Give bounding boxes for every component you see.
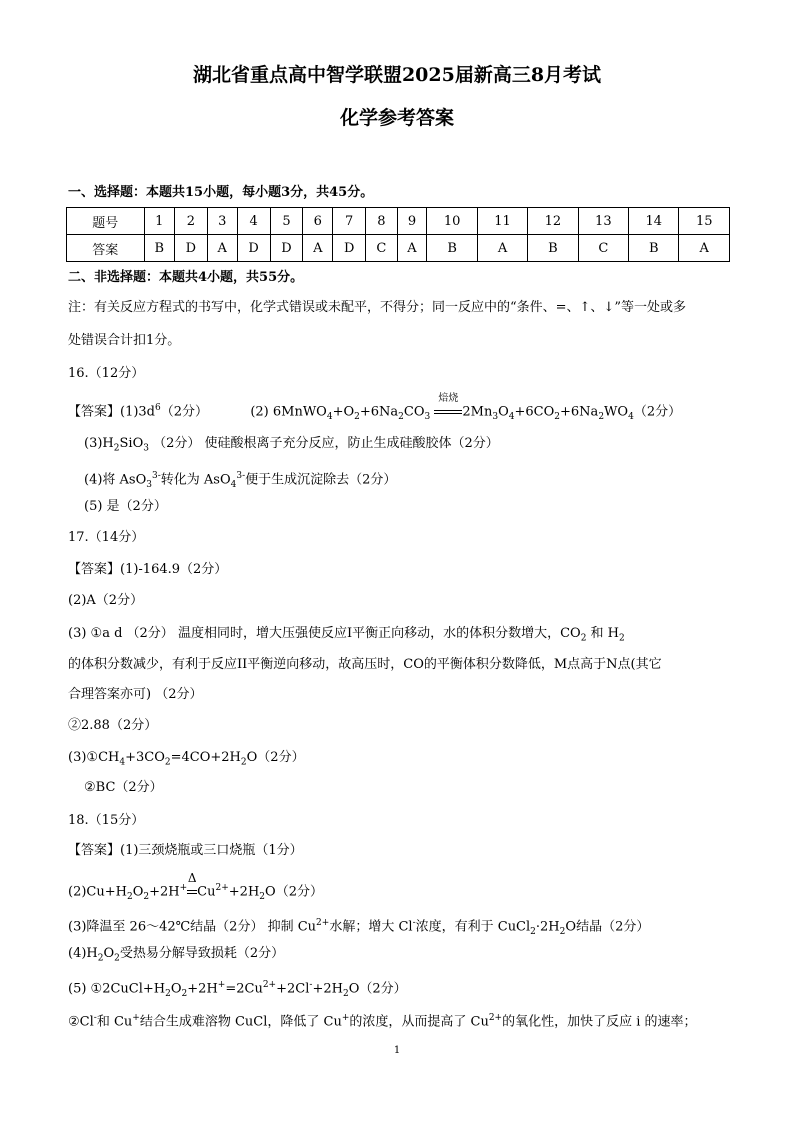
page-subtitle: 化学参考答案 xyxy=(339,107,454,129)
table-cell: 12 xyxy=(528,208,578,235)
table-cell: D xyxy=(174,235,207,262)
table-cell: B xyxy=(528,235,578,262)
table-cell: 9 xyxy=(397,208,427,235)
answer-line: (3) ①a d （2分） 温度相同时，增大压强使反应I平衡正向移动，水的体积分数增大，$CO_2$ 和 $H_2$ xyxy=(68,626,625,644)
page-title: 湖北省重点高中智学联盟2025届新高三8月考试 xyxy=(192,64,602,86)
table-cell: 13 xyxy=(578,208,628,235)
answer-table xyxy=(66,207,730,262)
row-label: 答案 xyxy=(67,235,145,262)
answer-line: ②BC（2分） xyxy=(84,780,163,795)
table-cell: A xyxy=(397,235,427,262)
question-header: 17.（14分） xyxy=(68,530,145,545)
table-cell: 2 xyxy=(174,208,207,235)
table-cell: A xyxy=(477,235,527,262)
table-row xyxy=(67,235,730,262)
question-header: 16.（12分） xyxy=(68,366,145,381)
table-cell: 14 xyxy=(629,208,679,235)
table-cell: A xyxy=(679,235,730,262)
section2-heading: 二、非选择题：本题共4小题，共55分。 xyxy=(68,270,304,285)
table-cell: 7 xyxy=(333,208,366,235)
answer-line: (2)A（2分） xyxy=(68,593,144,608)
table-cell: 11 xyxy=(477,208,527,235)
section1-heading: 一、选择题：本题共15小题，每小题3分，共45分。 xyxy=(68,185,374,200)
answer-line: $(3)H_2SiO_3$ （2分） 使硅酸根离子充分反应，防止生成硅酸胶体（2分） xyxy=(84,436,499,454)
table-cell: 3 xyxy=(207,208,237,235)
table-cell: 15 xyxy=(679,208,730,235)
answer-line: 【答案】(1)三颈烧瓶或三口烧瓶（1分） xyxy=(68,843,303,858)
table-cell: 4 xyxy=(237,208,270,235)
table-cell: 10 xyxy=(427,208,477,235)
reaction-condition: 焙烧 xyxy=(434,404,462,420)
table-cell: A xyxy=(207,235,237,262)
table-cell: 1 xyxy=(144,208,174,235)
answer-line: $(3)①CH_4+3CO_2=4CO+2H_2O(2$分） xyxy=(68,750,305,768)
table-row xyxy=(67,208,730,235)
answer-line: (5) 是（2分） xyxy=(84,499,167,514)
answer-line: ②2.88（2分） xyxy=(68,718,158,733)
table-cell: B xyxy=(629,235,679,262)
answer-line: $(4)H_2O_2$受热易分解导致损耗（2分） xyxy=(68,946,285,964)
answer-line: (3)降温至 26～42℃结晶（2分） 抑制 $Cu^{2+}$水解；增大 Cl-浓度，有利于 $CuCl_2\cdot 2H_2O$结晶（2分） xyxy=(68,918,650,937)
row-label: 题号 xyxy=(67,208,145,235)
table-cell: D xyxy=(270,235,303,262)
table-cell: 6 xyxy=(303,208,333,235)
note-line: 处错误合计扣1分。 xyxy=(68,333,181,348)
page-number: 1 xyxy=(393,1045,401,1056)
table-cell: D xyxy=(237,235,270,262)
table-cell: C xyxy=(578,235,628,262)
answer-line: $(2)Cu+H_2O_2+2H^+$ Δ $Cu^{2+}+2H_2O(2$分） xyxy=(68,871,323,902)
answer-line: 合理答案亦可) （2分） xyxy=(68,687,203,702)
table-cell: C xyxy=(366,235,397,262)
table-cell: 8 xyxy=(366,208,397,235)
reaction-condition: Δ xyxy=(187,884,197,900)
answer-line: 【答案】$(1)3d^6(2$分） (2) $6MnWO_4+O_2+6Na_2CO_3$ 焙烧 $2Mn_3O_4+6CO_2+6Na_2WO_4(2$分） xyxy=(68,393,682,422)
table-cell: D xyxy=(333,235,366,262)
answer-line: 【答案】(1)-164.9（2分） xyxy=(68,562,228,577)
answer-line: (5) $①2CuCl+H_2O_2+2H^+=2Cu^{2+}+2Cl^-+2H_2O(2$分） xyxy=(68,980,407,999)
answer-line: ②Cl-和 Cu+结合生成难溶物 CuCl，降低了 Cu+的浓度，从而提高了 $Cu^{2+}$的氧化性，加快了反应 i 的速率； xyxy=(68,1013,697,1030)
table-cell: A xyxy=(303,235,333,262)
note-line: 注：有关反应方程式的书写中，化学式错误或未配平，不得分；同一反应中的“条件、=、↑、↓”等一处或多 xyxy=(68,300,686,315)
table-cell: 5 xyxy=(270,208,303,235)
answer-line: 的体积分数减少，有利于反应II平衡逆向移动，故高压时，CO的平衡体积分数降低，M点高于N点(其它 xyxy=(68,657,662,672)
question-header: 18.（15分） xyxy=(68,813,145,828)
answer-line: (4)将 AsO$_3^{3-}$转化为 AsO$_4^{3-}$便于生成沉淀除去（2分） xyxy=(84,471,397,490)
table-cell: B xyxy=(144,235,174,262)
table-cell: B xyxy=(427,235,477,262)
